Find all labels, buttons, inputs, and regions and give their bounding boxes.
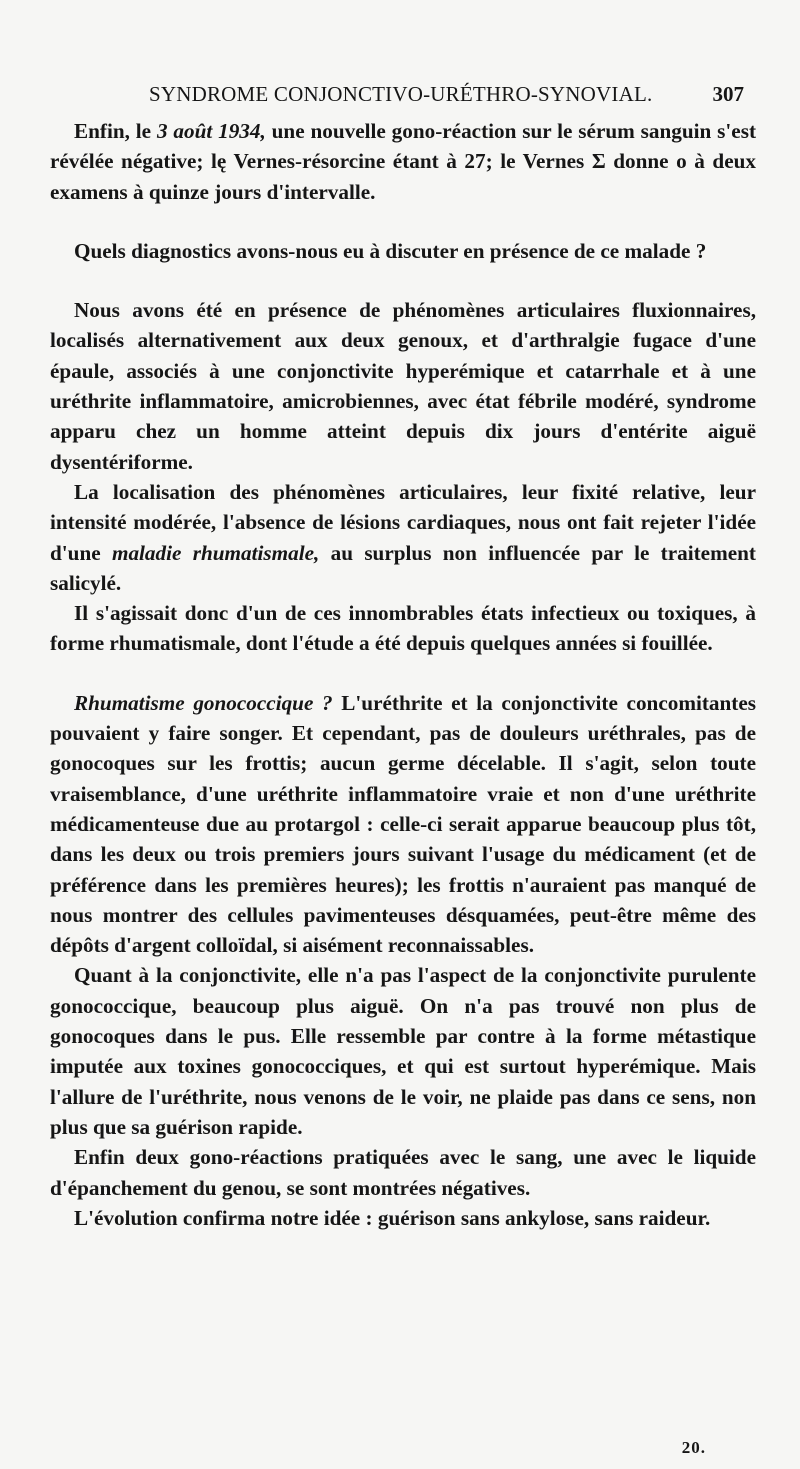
running-title: SYNDROME CONJONCTIVO-URÉTHRO-SYNOVIAL.: [149, 82, 653, 106]
page-number: 307: [712, 82, 744, 106]
italic-heading: Rhumatisme gonococcique ?: [74, 690, 333, 715]
paragraph-findings: Nous avons été en présence de phénomènes articulaires fluxionnaires, localisés alternativement aux deux genoux, et d'arthralgie fugace d'une épaule, associés à une conjonctivite hyperémique et catarrhale et à une uréthrite inflammatoire, amicrobiennes, avec état fébrile modéré, syndrome apparu chez un homme atteint depuis dix jours d'entérite aiguë dysentériforme.: [50, 298, 756, 474]
text-run: au surplus non influencée par le traitement salicylé.: [50, 540, 756, 595]
italic-term: maladie rhumatismale,: [111, 540, 320, 565]
page-header: [50, 82, 744, 112]
paragraph-rhumatismale: [50, 477, 756, 598]
paragraph-gonococcique: [50, 688, 756, 961]
italic-date: 3 août 1934,: [156, 119, 266, 143]
text-run: La localisation des phénomènes articulaires, leur fixité relative, leur intensité modérée, l'absence de lésions cardiaques, nous ont fait rejeter l'idée d'une: [50, 479, 756, 565]
signature-mark: 20.: [681, 1438, 706, 1457]
paragraph-gono-reactions: Enfin deux gono-réactions pratiquées avec le sang, une avec le liquide d'épanchement du genou, se sont montrées négatives.: [50, 1145, 756, 1200]
paragraph-evolution: L'évolution confirma notre idée : guérison sans ankylose, sans raideur.: [74, 1205, 711, 1230]
paragraph-question: Quels diagnostics avons-nous eu à discuter en présence de ce malade ?: [74, 238, 707, 263]
text-run: une nouvelle gono-réaction sur le sérum sanguin s'est révélée négative; lę Vernes-résorcine étant à 27; le Vernes Σ donne o à deux examens à quinze jours d'intervalle.: [50, 119, 757, 204]
paragraph-results: [50, 116, 756, 207]
paragraph-conjonctivite: Quant à la conjonctivite, elle n'a pas l'aspect de la conjonctivite purulente gonococcique, beaucoup plus aiguë. On n'a pas trouvé non plus de gonocoques dans le pus. Elle ressemble par contre à la forme métastique imputée aux toxines gonococciques, et qui est surtout hyperémique. Mais l'allure de l'uréthrite, nous venons de le voir, ne plaide pas dans ce sens, non plus que sa guérison rapide.: [50, 963, 756, 1139]
text-run: L'uréthrite et la conjonctivite concomitantes pouvaient y faire songer. Et cependant, pas de douleurs uréthrales, pas de gonocoques sur les frottis; aucun germe décelable. Il s'agit, selon toute vraisemblance, d'une uréthrite inflammatoire vraie et non d'une uréthrite médicamenteuse due au protargol : celle-ci serait apparue beaucoup plus tôt, dans les deux ou trois premiers jours suivant l'usage du médicament (et de préférence dans les premières heures); les frottis n'auraient pas manqué de nous montrer des cellules pavimenteuses désquamées, peut-être même des dépôts d'argent colloïdal, si aisément reconnaissables.: [50, 690, 756, 958]
text-run: Enfin, le: [74, 119, 157, 143]
paragraph-infectieux: Il s'agissait donc d'un de ces innombrables états infectieux ou toxiques, à forme rhumatismale, dont l'étude a été depuis quelques années si fouillée.: [50, 601, 756, 656]
page-body: [50, 116, 756, 1233]
